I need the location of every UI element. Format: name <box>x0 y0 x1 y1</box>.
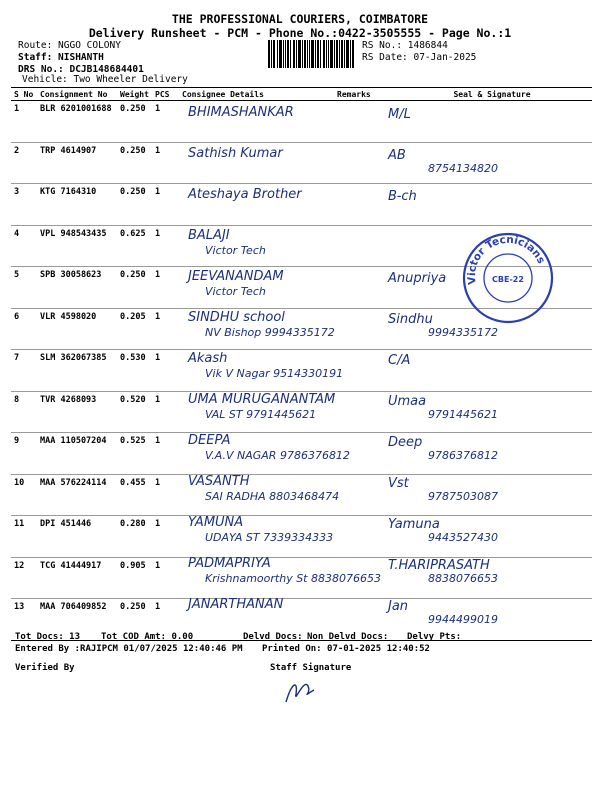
cell-remarks <box>334 308 392 350</box>
handwritten-consignee-name: JEEVANANDAM <box>188 269 284 284</box>
cell-remarks <box>334 433 392 475</box>
cell-consignment: TRP 4614907 <box>37 142 117 184</box>
handwritten-consignee-name: DEEPA <box>188 433 231 448</box>
table-row <box>11 184 592 226</box>
cell-consignee <box>179 184 334 226</box>
table-row <box>11 391 592 433</box>
handwritten-consignee-extra: SAI RADHA 8803468474 <box>205 490 340 503</box>
cell-consignee <box>179 350 334 392</box>
cell-remarks <box>334 474 392 516</box>
col-consignee: Consignee Details <box>179 88 334 101</box>
cell-signature <box>392 516 592 558</box>
handwritten-consignee-extra: V.A.V NAGAR 9786376812 <box>205 449 350 462</box>
company-title: THE PROFESSIONAL COURIERS, COIMBATORE <box>171 12 429 26</box>
cell-signature <box>392 142 592 184</box>
cell-consignee <box>179 267 334 309</box>
col-consignment: Consignment No <box>37 88 117 101</box>
handwritten-signature: C/A <box>388 353 411 368</box>
handwritten-signature-phone: 9791445621 <box>428 408 498 421</box>
cell-weight: 0.455 <box>117 474 152 516</box>
cell-weight: 0.205 <box>117 308 152 350</box>
handwritten-signature-phone: 9443527430 <box>428 531 498 544</box>
staff-signature-label: Staff Signature <box>270 663 352 673</box>
handwritten-consignee-name: BHIMASHANKAR <box>188 105 294 120</box>
cell-consignment: VPL 948543435 <box>37 225 117 267</box>
handwritten-signature: Anupriya <box>388 271 447 286</box>
cell-consignment: VLR 4598020 <box>37 308 117 350</box>
cell-signature <box>392 350 592 392</box>
verified-by: Verified By <box>15 663 75 673</box>
table-row <box>11 142 592 184</box>
cell-weight: 0.530 <box>117 350 152 392</box>
handwritten-signature-phone: 8838076653 <box>428 572 498 585</box>
staff-label: Staff: NISHANTH <box>18 52 104 63</box>
cell-remarks <box>334 516 392 558</box>
barcode-icon <box>268 40 354 68</box>
cell-consignee <box>179 142 334 184</box>
cell-pcs: 1 <box>152 474 179 516</box>
cell-sno: 13 <box>11 599 37 641</box>
cell-consignment: DPI 451446 <box>37 516 117 558</box>
staff-signature-scribble <box>282 676 318 706</box>
cell-sno: 3 <box>11 184 37 226</box>
table-row <box>11 557 592 599</box>
cell-consignee <box>179 225 334 267</box>
cell-remarks <box>334 142 392 184</box>
handwritten-consignee-name: BALAJI <box>188 228 230 243</box>
cell-sno: 6 <box>11 308 37 350</box>
cell-weight: 0.525 <box>117 433 152 475</box>
cell-weight: 0.250 <box>117 184 152 226</box>
entered-by: Entered By :RAJIPCM 01/07/2025 12:40:46 PM <box>15 644 243 654</box>
delvy-pts: Delvy Pts: <box>407 632 462 642</box>
handwritten-consignee-name: JANARTHANAN <box>188 597 284 612</box>
rs-number: RS No.: 1486844 <box>362 40 448 51</box>
cell-signature <box>392 474 592 516</box>
cell-consignment: TVR 4268093 <box>37 391 117 433</box>
cell-consignment: SPB 30058623 <box>37 267 117 309</box>
drs-number: DRS No.: DCJB148684401 <box>18 64 144 75</box>
cell-weight: 0.625 <box>117 225 152 267</box>
table-row <box>11 350 592 392</box>
cell-remarks <box>334 350 392 392</box>
cell-consignee <box>179 433 334 475</box>
cell-sno: 2 <box>11 142 37 184</box>
handwritten-consignee-name: SINDHU school <box>188 310 285 325</box>
handwritten-signature-phone: 9994335172 <box>428 326 498 339</box>
cell-consignment: MAA 706409852 <box>37 599 117 641</box>
cell-remarks <box>334 184 392 226</box>
cell-consignment: KTG 7164310 <box>37 184 117 226</box>
cell-pcs: 1 <box>152 557 179 599</box>
cell-remarks <box>334 225 392 267</box>
handwritten-signature: T.HARIPRASATH <box>388 558 490 573</box>
cell-sno: 1 <box>11 101 37 143</box>
handwritten-consignee-name: UMA MURUGANANTAM <box>188 392 336 407</box>
cell-pcs: 1 <box>152 308 179 350</box>
col-pcs: PCS <box>152 88 179 101</box>
cell-sno: 4 <box>11 225 37 267</box>
cell-pcs: 1 <box>152 142 179 184</box>
handwritten-consignee-name: Sathish Kumar <box>188 146 283 161</box>
col-remarks: Remarks <box>334 88 392 101</box>
cell-weight: 0.250 <box>117 267 152 309</box>
table-row <box>11 516 592 558</box>
handwritten-signature: Yamuna <box>388 517 440 532</box>
handwritten-signature-phone: 9787503087 <box>428 490 498 503</box>
cell-signature <box>392 557 592 599</box>
handwritten-signature: AB <box>388 148 406 163</box>
cell-remarks <box>334 557 392 599</box>
rs-date: RS Date: 07-Jan-2025 <box>362 52 477 63</box>
runsheet-table <box>11 87 592 641</box>
cell-consignment: SLM 362067385 <box>37 350 117 392</box>
cell-remarks <box>334 391 392 433</box>
company-seal-stamp <box>462 232 554 324</box>
handwritten-consignee-name: VASANTH <box>188 474 250 489</box>
table-row <box>11 474 592 516</box>
cell-signature <box>392 433 592 475</box>
stamp-code: CBE-22 <box>492 275 524 284</box>
cell-consignment: BLR 6201001688 <box>37 101 117 143</box>
cell-sno: 12 <box>11 557 37 599</box>
vehicle-label: Vehicle: Two Wheeler Delivery <box>22 74 188 85</box>
tot-docs: Tot Docs: 13 <box>15 632 81 642</box>
cell-pcs: 1 <box>152 350 179 392</box>
non-delvd-docs: Non Delvd Docs: <box>307 632 389 642</box>
handwritten-consignee-extra: Vik V Nagar 9514330191 <box>205 367 344 380</box>
cell-consignment: TCG 41444917 <box>37 557 117 599</box>
cell-pcs: 1 <box>152 391 179 433</box>
handwritten-signature: Vst <box>388 476 409 491</box>
handwritten-signature: Deep <box>388 435 423 450</box>
cell-sno: 7 <box>11 350 37 392</box>
cell-sno: 10 <box>11 474 37 516</box>
handwritten-consignee-extra: UDAYA ST 7339334333 <box>205 531 334 544</box>
cell-pcs: 1 <box>152 225 179 267</box>
handwritten-consignee-extra: VAL ST 9791445621 <box>205 408 317 421</box>
cell-weight: 0.905 <box>117 557 152 599</box>
runsheet-subtitle: Delivery Runsheet - PCM - Phone No.:0422-3505555 - Page No.:1 <box>88 26 512 40</box>
cell-remarks <box>334 101 392 143</box>
handwritten-signature: Jan <box>388 599 409 614</box>
cell-pcs: 1 <box>152 516 179 558</box>
cell-sno: 9 <box>11 433 37 475</box>
cell-pcs: 1 <box>152 599 179 641</box>
cell-consignee <box>179 308 334 350</box>
cell-pcs: 1 <box>152 267 179 309</box>
cell-sno: 8 <box>11 391 37 433</box>
cell-consignee <box>179 101 334 143</box>
cell-weight: 0.250 <box>117 142 152 184</box>
cell-consignee <box>179 557 334 599</box>
col-weight: Weight <box>117 88 152 101</box>
handwritten-consignee-extra: Victor Tech <box>205 244 266 257</box>
cell-sno: 5 <box>11 267 37 309</box>
handwritten-consignee-name: Akash <box>188 351 228 366</box>
cell-consignee <box>179 516 334 558</box>
cell-consignment: MAA 576224114 <box>37 474 117 516</box>
cell-pcs: 1 <box>152 184 179 226</box>
handwritten-consignee-name: YAMUNA <box>188 515 244 530</box>
cell-consignee <box>179 474 334 516</box>
route-label: Route: NGGO COLONY <box>18 40 121 51</box>
cell-weight: 0.250 <box>117 101 152 143</box>
col-sno: S No <box>11 88 37 101</box>
handwritten-signature: Sindhu <box>388 312 433 327</box>
cell-weight: 0.250 <box>117 599 152 641</box>
cell-consignee <box>179 391 334 433</box>
col-signature: Seal & Signature <box>392 88 592 101</box>
delvd-docs: Delvd Docs: <box>243 632 303 642</box>
stamp-text: Victor Tecnicians <box>465 233 548 286</box>
printed-on: Printed On: 07-01-2025 12:40:52 <box>262 644 430 654</box>
handwritten-consignee-extra: Victor Tech <box>205 285 266 298</box>
cell-pcs: 1 <box>152 101 179 143</box>
cell-remarks <box>334 267 392 309</box>
handwritten-consignee-name: PADMAPRIYA <box>188 556 271 571</box>
handwritten-signature-phone: 8754134820 <box>428 162 498 175</box>
cell-weight: 0.520 <box>117 391 152 433</box>
handwritten-consignee-extra: Krishnamoorthy St 8838076653 <box>205 572 381 585</box>
cell-consignment: MAA 110507204 <box>37 433 117 475</box>
handwritten-signature: B-ch <box>388 189 417 204</box>
handwritten-signature-phone: 9944499019 <box>428 613 498 626</box>
cell-signature <box>392 101 592 143</box>
handwritten-signature: M/L <box>388 107 411 122</box>
table-header-row <box>11 88 592 101</box>
cell-pcs: 1 <box>152 433 179 475</box>
cell-weight: 0.280 <box>117 516 152 558</box>
handwritten-consignee-name: Ateshaya Brother <box>188 187 302 202</box>
handwritten-signature-phone: 9786376812 <box>428 449 498 462</box>
table-row <box>11 101 592 143</box>
cell-sno: 11 <box>11 516 37 558</box>
cell-signature <box>392 184 592 226</box>
handwritten-signature: Umaa <box>388 394 427 409</box>
table-row <box>11 433 592 475</box>
handwritten-consignee-extra: NV Bishop 9994335172 <box>205 326 335 339</box>
cell-signature <box>392 391 592 433</box>
tot-cod-amt: Tot COD Amt: 0.00 <box>101 632 194 642</box>
